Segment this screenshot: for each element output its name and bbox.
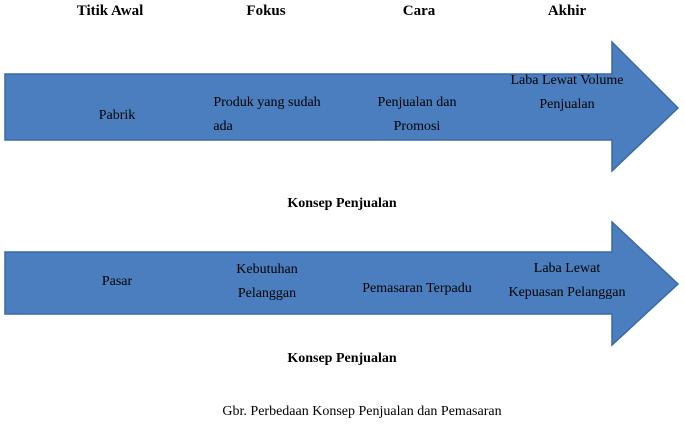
marketing-focus <box>236 258 297 306</box>
header-fokus: Fokus <box>246 3 286 19</box>
header-cara: Cara <box>402 3 436 19</box>
selling-means-line-2: Promosi <box>393 119 441 134</box>
marketing-end <box>508 257 625 305</box>
selling-focus-line-1: Produk yang sudah <box>213 95 321 110</box>
marketing-start-line: Pasar <box>101 274 133 289</box>
selling-concept-title: Konsep Penjualan <box>287 196 397 211</box>
marketing-end-line-1: Laba Lewat <box>533 261 601 276</box>
selling-end-line-1: Laba Lewat Volume <box>510 73 624 88</box>
selling-focus <box>213 91 320 139</box>
marketing-end-line-2: Kepuasan Pelanggan <box>508 285 626 300</box>
marketing-means-line: Pemasaran Terpadu <box>362 281 472 296</box>
figure-caption: Gbr. Perbedaan Konsep Penjualan dan Pemasaran <box>222 404 502 419</box>
selling-end-line-2: Penjualan <box>539 97 595 112</box>
marketing-focus-line-1: Kebutuhan <box>236 262 298 277</box>
header-titik-awal: Titik Awal <box>76 3 144 19</box>
marketing-concept-title: Konsep Penjualan <box>287 351 397 366</box>
selling-end <box>510 69 623 117</box>
selling-focus-line-2: ada <box>213 119 233 134</box>
marketing-focus-line-2: Pelanggan <box>237 286 297 301</box>
marketing-means <box>362 277 472 301</box>
header-akhir: Akhir <box>547 3 587 19</box>
selling-means-line-1: Penjualan dan <box>377 95 457 110</box>
selling-start-line: Pabrik <box>98 108 136 123</box>
selling-means <box>378 91 457 139</box>
marketing-start <box>102 270 132 294</box>
selling-start <box>99 104 136 128</box>
